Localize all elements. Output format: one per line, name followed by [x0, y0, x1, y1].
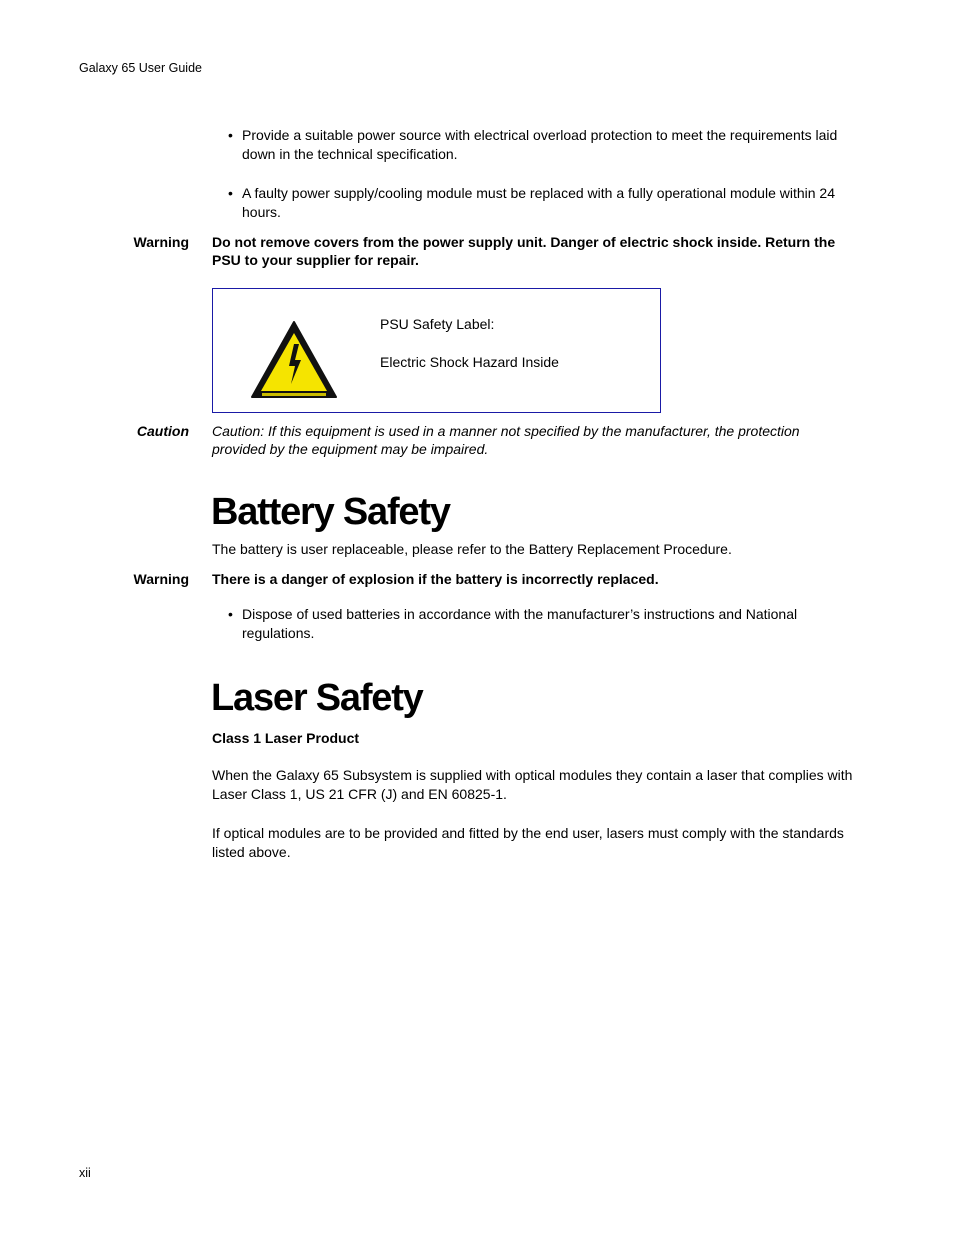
page-number: xii: [79, 1166, 91, 1180]
safety-label-heading: PSU Safety Label:: [380, 316, 495, 332]
bullet-text: Provide a suitable power source with electrical overload protection to meet the requirements laid down in the technical specification.: [242, 127, 838, 162]
warning-text: Do not remove covers from the power supply unit. Danger of electric shock inside. Return the PSU to your supplier for repair.: [212, 234, 836, 268]
psu-safety-label-box: [212, 288, 661, 413]
battery-intro: The battery is user replaceable, please refer to the Battery Replacement Procedure.: [212, 541, 732, 557]
bullet-marker: •: [228, 127, 233, 143]
bullet-text: A faulty power supply/cooling module must be replaced with a fully operational module within 24 hours.: [242, 185, 836, 220]
safety-label-description: Electric Shock Hazard Inside: [380, 354, 559, 370]
electric-shock-hazard-icon: [250, 320, 338, 400]
battery-safety-heading: Battery Safety: [211, 491, 450, 533]
battery-warning-label: Warning: [133, 571, 189, 587]
battery-warning-text: There is a danger of explosion if the battery is incorrectly replaced.: [212, 571, 659, 587]
caution-text: Caution: If this equipment is used in a manner not specified by the manufacturer, the protection provided by the equipment may be impaired.: [212, 423, 800, 457]
bullet-marker: •: [228, 606, 233, 622]
laser-class-subtitle: Class 1 Laser Product: [212, 730, 360, 746]
laser-safety-heading: Laser Safety: [211, 677, 423, 719]
caution-label: Caution: [136, 423, 189, 439]
laser-paragraph: When the Galaxy 65 Subsystem is supplied with optical modules they contain a laser that complies with Laser Class 1, US 21 CFR (J) and EN 60825-1.: [212, 767, 853, 802]
warning-label: Warning: [133, 234, 189, 250]
laser-paragraph: If optical modules are to be provided and fitted by the end user, lasers must comply with the standards listed above.: [212, 825, 844, 860]
bullet-marker: •: [228, 185, 233, 201]
running-header: Galaxy 65 User Guide: [79, 61, 202, 75]
bullet-text: Dispose of used batteries in accordance with the manufacturer’s instructions and National regulations.: [242, 606, 798, 641]
